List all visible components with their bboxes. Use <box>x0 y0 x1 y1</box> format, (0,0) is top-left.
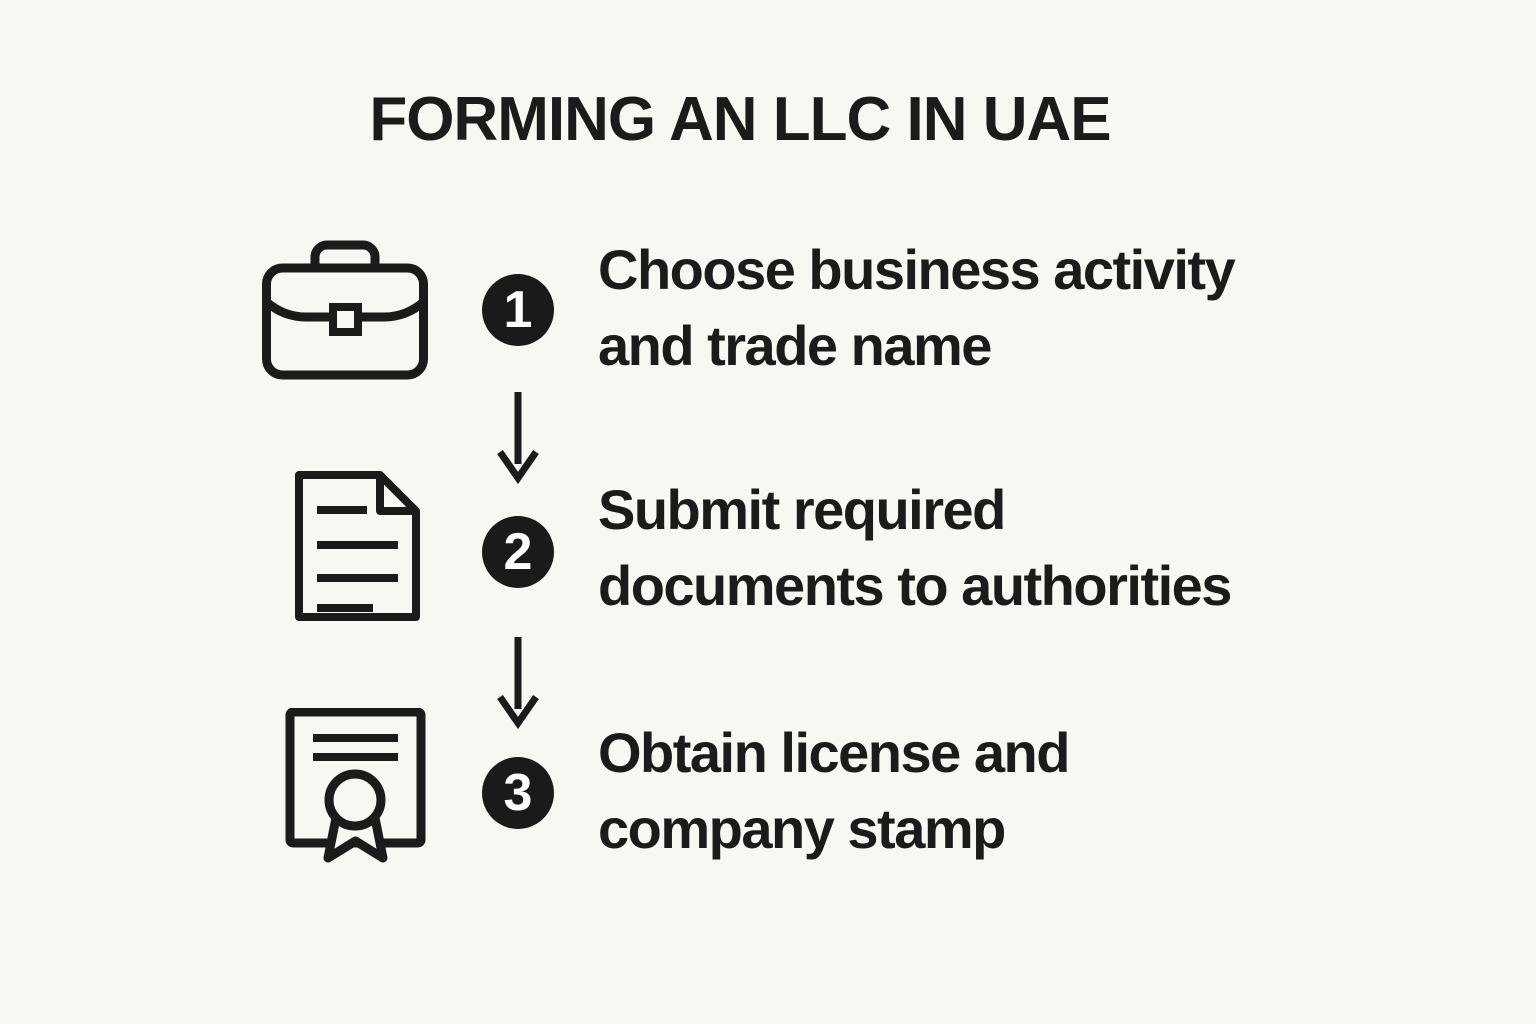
step-2-number-badge <box>482 516 554 588</box>
step-2-line-2: documents to authorities <box>598 554 1231 617</box>
step-3-label <box>598 715 1069 867</box>
step-2-label <box>598 472 1231 624</box>
down-arrow-icon <box>494 388 542 486</box>
certificate-icon <box>285 708 427 868</box>
step-1-number: 1 <box>503 281 533 339</box>
step-2-number: 2 <box>503 523 533 581</box>
document-icon <box>291 471 421 621</box>
step-2-line-1: Submit required <box>598 478 1005 541</box>
step-1-line-1: Choose business activity <box>598 238 1235 301</box>
step-3-line-2: company stamp <box>598 797 1005 860</box>
step-3-line-1: Obtain license and <box>598 721 1069 784</box>
step-1-label <box>598 232 1234 384</box>
step-1-line-2: and trade name <box>598 314 991 377</box>
briefcase-icon <box>262 238 428 380</box>
step-1-number-badge <box>482 274 554 346</box>
down-arrow-icon <box>494 633 542 731</box>
step-3-number-badge <box>482 757 554 829</box>
step-3-number: 3 <box>503 764 533 822</box>
page-title: FORMING AN LLC IN UAE <box>369 85 1111 154</box>
